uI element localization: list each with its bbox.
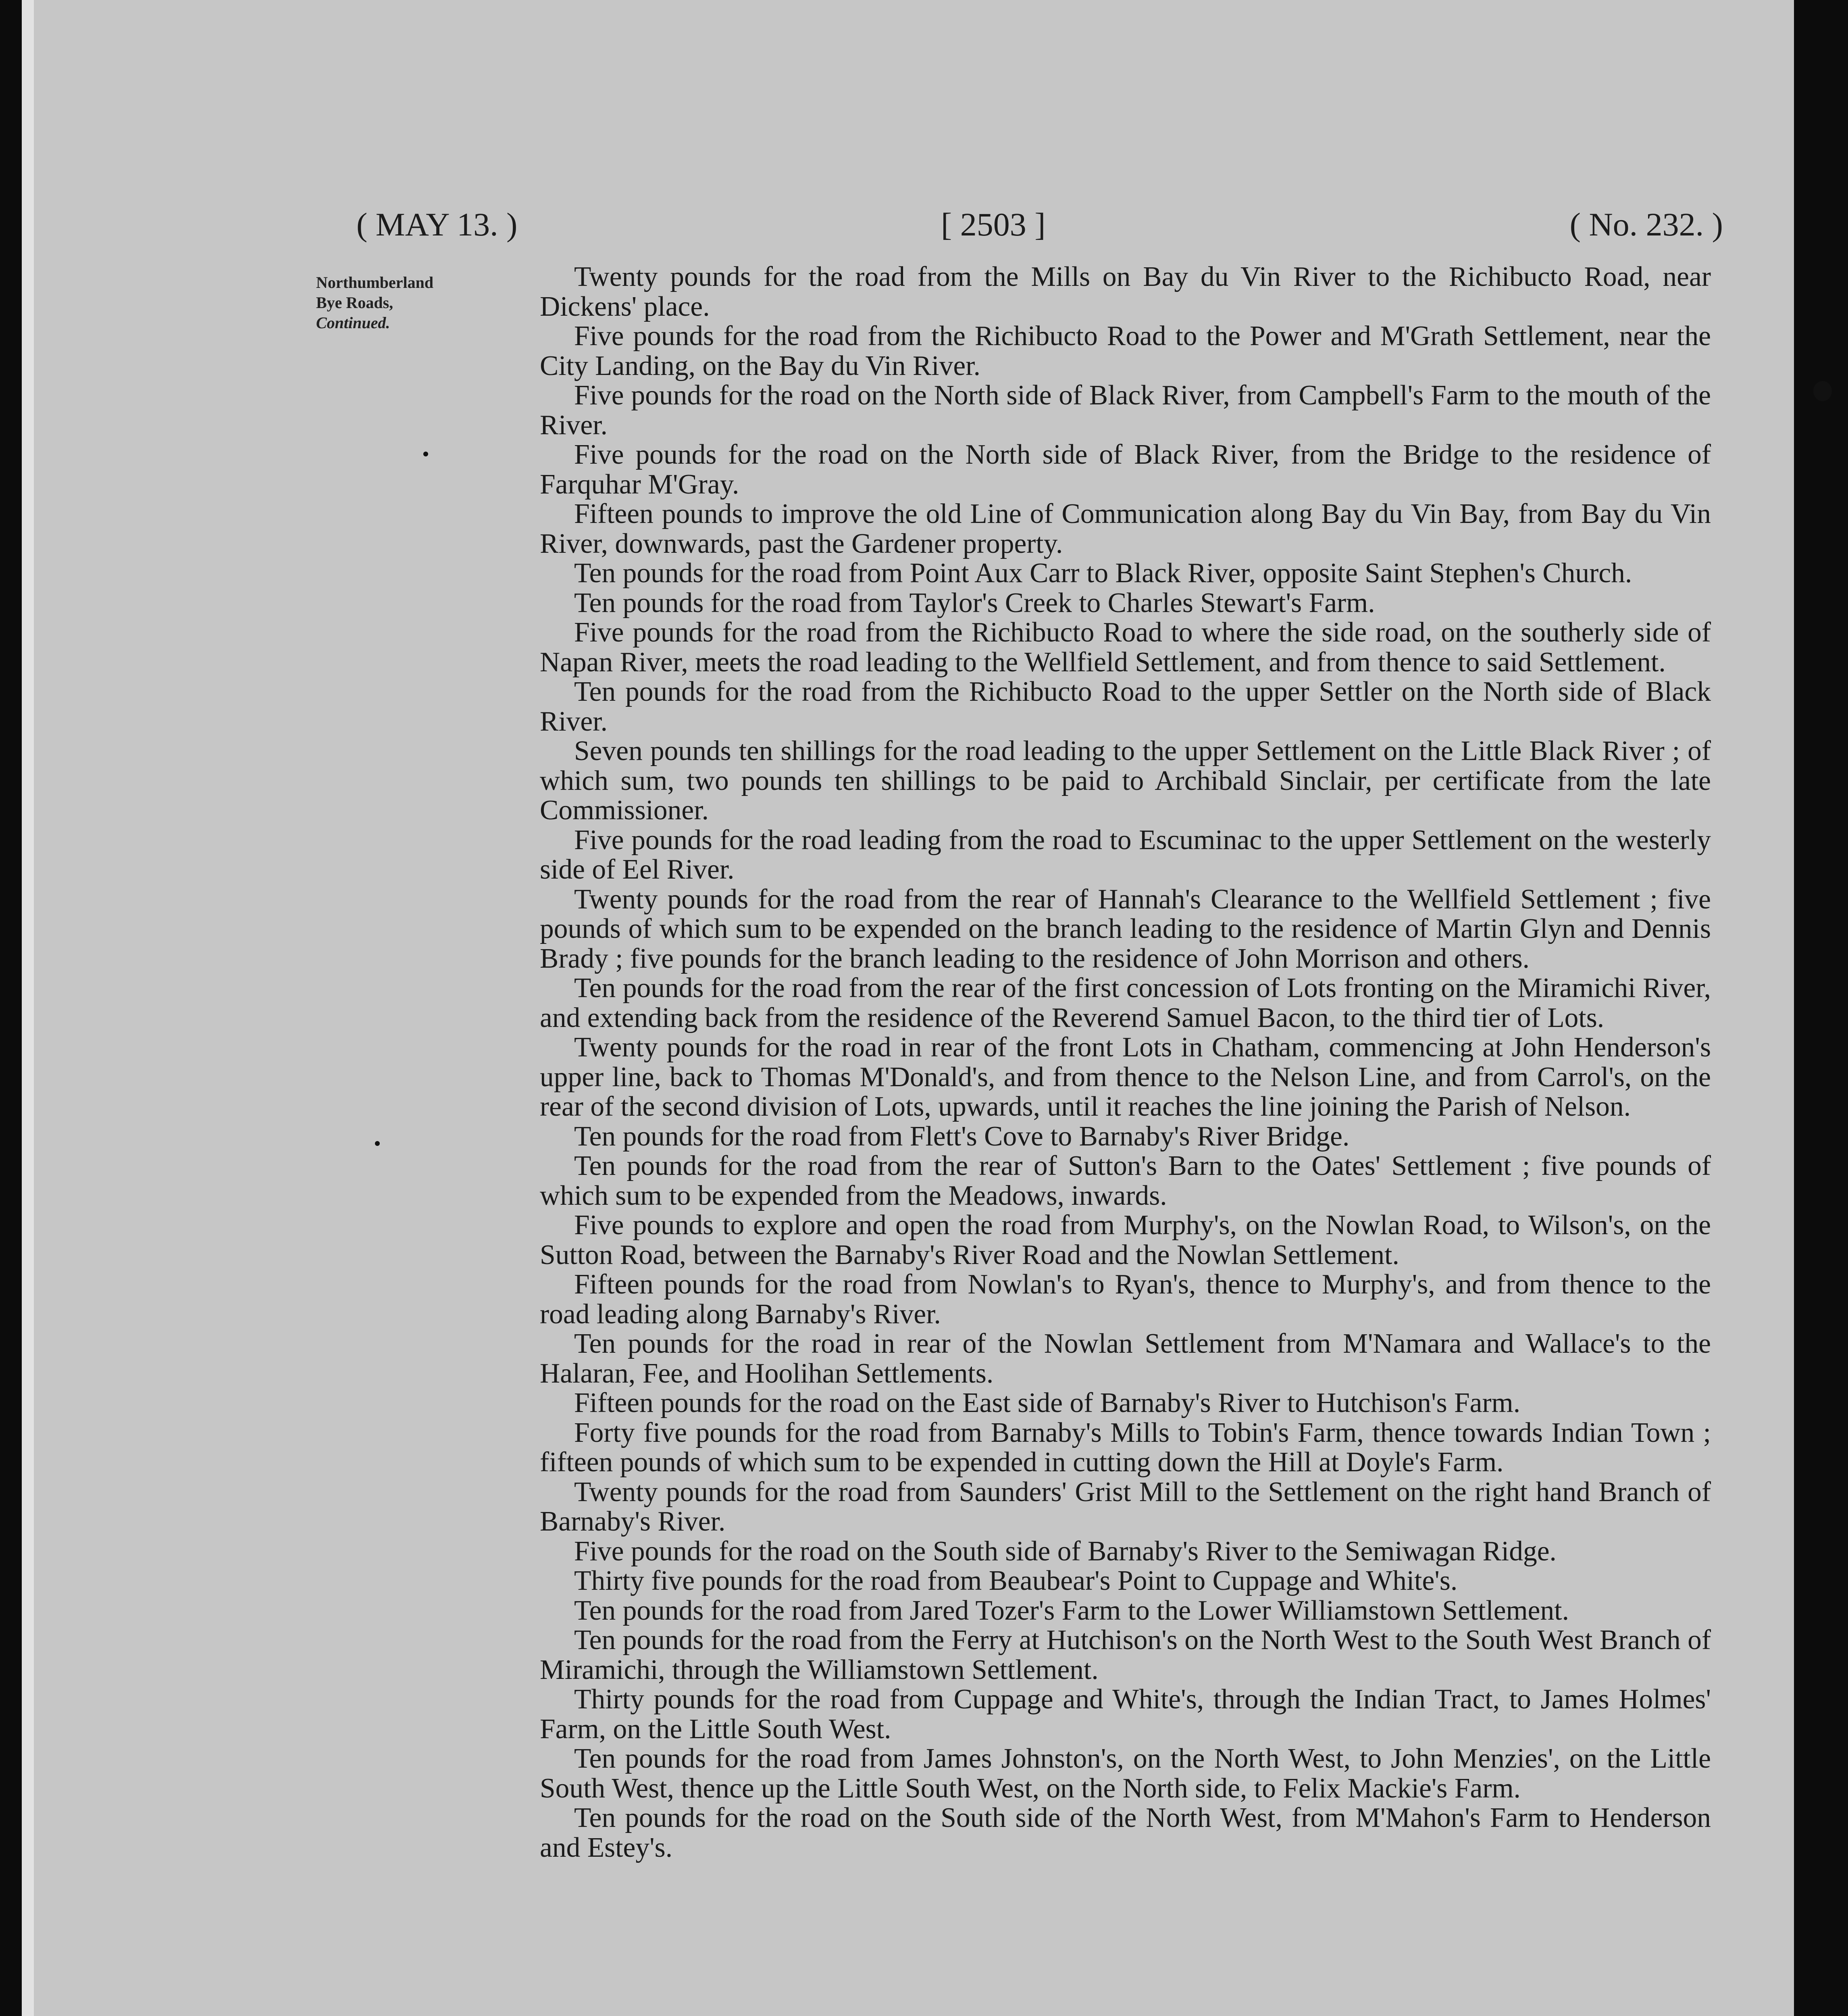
paragraph: Ten pounds for the road from the Ferry at Hutchison's on the North West to the South West Branch of Miramichi, through the Williamstown Settlement. (540, 1624, 1711, 1685)
paragraph: Ten pounds for the road from the rear of Sutton's Barn to the Oates' Settlement ; five pounds of which sum to be expended from the Meadows, inwards. (540, 1150, 1711, 1211)
ink-spot (375, 1141, 380, 1146)
header-date: ( MAY 13. ) (356, 206, 518, 243)
paragraph: Ten pounds for the road from James Johnston's, on the North West, to John Menzies', on the Little South West, thence up the Little South West, on the North side, to Felix Mackie's Farm. (540, 1743, 1711, 1804)
paragraph: Ten pounds for the road from Jared Tozer's Farm to the Lower Williamstown Settlement. (574, 1595, 1569, 1626)
page-header (356, 206, 1723, 254)
paragraph: Five pounds for the road on the North side of Black River, from the Bridge to the residence of Farquhar M'Gray. (540, 439, 1711, 500)
document-page (22, 0, 1794, 2016)
paragraph: Fifteen pounds to improve the old Line of Communication along Bay du Vin Bay, from Bay du Vin River, downwards, past the Gardener property. (540, 498, 1711, 559)
body-text (540, 262, 1711, 1862)
paragraph: Five pounds for the road from the Richibucto Road to the Power and M'Grath Settlement, near the City Landing, on the Bay du Vin River. (540, 321, 1711, 381)
paragraph: Fifteen pounds for the road on the East side of Barnaby's River to Hutchison's Farm. (574, 1387, 1521, 1418)
paragraph: Ten pounds for the road from Taylor's Creek to Charles Stewart's Farm. (574, 587, 1375, 619)
paragraph: Thirty pounds for the road from Cuppage and White's, through the Indian Tract, to James Holmes' Farm, on the Little South West. (540, 1684, 1711, 1745)
margin-note (316, 273, 485, 333)
paragraph: Twenty pounds for the road from the Mills on Bay du Vin River to the Richibucto Road, near Dickens' place. (540, 261, 1711, 322)
header-page-number: [ 2503 ] (941, 206, 1046, 243)
ink-spot (423, 452, 428, 456)
paragraph: Five pounds to explore and open the road from Murphy's, on the Nowlan Road, to Wilson's, on the Sutton Road, between the Barnaby's River Road and the Nowlan Settlement. (540, 1210, 1711, 1270)
paragraph: Thirty five pounds for the road from Beaubear's Point to Cuppage and White's. (574, 1565, 1458, 1596)
margin-note-line: Northumberland (316, 273, 434, 292)
paragraph: Ten pounds for the road from Point Aux Carr to Black River, opposite Saint Stephen's Church. (574, 558, 1632, 589)
header-act-number: ( No. 232. ) (1569, 206, 1723, 243)
paragraph: Five pounds for the road leading from the road to Escuminac to the upper Settlement on the westerly side of Eel River. (540, 824, 1711, 885)
paragraph: Five pounds for the road on the South side of Barnaby's River to the Semiwagan Ridge. (574, 1535, 1557, 1567)
margin-note-line: Continued. (316, 314, 390, 332)
paragraph: Twenty pounds for the road in rear of the front Lots in Chatham, commencing at John Henderson's upper line, back to Thomas M'Donald's, and from thence to the Nelson Line, and from Carrol's, on the rear of the second division of Lots, upwards, until it reaches the line joining the Parish of Nelson. (540, 1032, 1711, 1122)
margin-note-line: Bye Roads, (316, 294, 393, 312)
paragraph: Ten pounds for the road from Flett's Cove to Barnaby's River Bridge. (574, 1120, 1350, 1152)
paragraph: Twenty pounds for the road from the rear of Hannah's Clearance to the Wellfield Settlement ; five pounds of which sum to be expended on the branch leading to the residence of Martin Glyn and Dennis Brady ; five pounds for the branch leading to the residence of John Morrison and others. (540, 883, 1711, 974)
paragraph: Seven pounds ten shillings for the road leading to the upper Settlement on the Little Black River ; of which sum, two pounds ten shillings to be paid to Archibald Sinclair, per certificate from the late Commissioner. (540, 735, 1711, 826)
paragraph: Ten pounds for the road on the South side of the North West, from M'Mahon's Farm to Henderson and Estey's. (540, 1802, 1711, 1863)
paragraph: Five pounds for the road from the Richibucto Road to where the side road, on the southerly side of Napan River, meets the road leading to the Wellfield Settlement, and from thence to said Settlement. (540, 617, 1711, 678)
paragraph: Ten pounds for the road from the Richibucto Road to the upper Settler on the North side of Black River. (540, 676, 1711, 737)
paragraph: Twenty pounds for the road from Saunders' Grist Mill to the Settlement on the right hand Branch of Barnaby's River. (540, 1476, 1711, 1537)
paragraph: Fifteen pounds for the road from Nowlan's to Ryan's, thence to Murphy's, and from thence to the road leading along Barnaby's River. (540, 1269, 1711, 1330)
paragraph: Ten pounds for the road from the rear of the first concession of Lots fronting on the Miramichi River, and extending back from the residence of the Reverend Samuel Bacon, to the third tier of Lots. (540, 973, 1711, 1033)
paragraph: Ten pounds for the road in rear of the Nowlan Settlement from M'Namara and Wallace's to the Halaran, Fee, and Hoolihan Settlements. (540, 1328, 1711, 1389)
paragraph: Five pounds for the road on the North side of Black River, from Campbell's Farm to the mouth of the River. (540, 380, 1711, 441)
paragraph: Forty five pounds for the road from Barnaby's Mills to Tobin's Farm, thence towards Indian Town ; fifteen pounds of which sum to be expended in cutting down the Hill at Doyle's Farm. (540, 1417, 1711, 1478)
ink-spot (1813, 381, 1832, 401)
